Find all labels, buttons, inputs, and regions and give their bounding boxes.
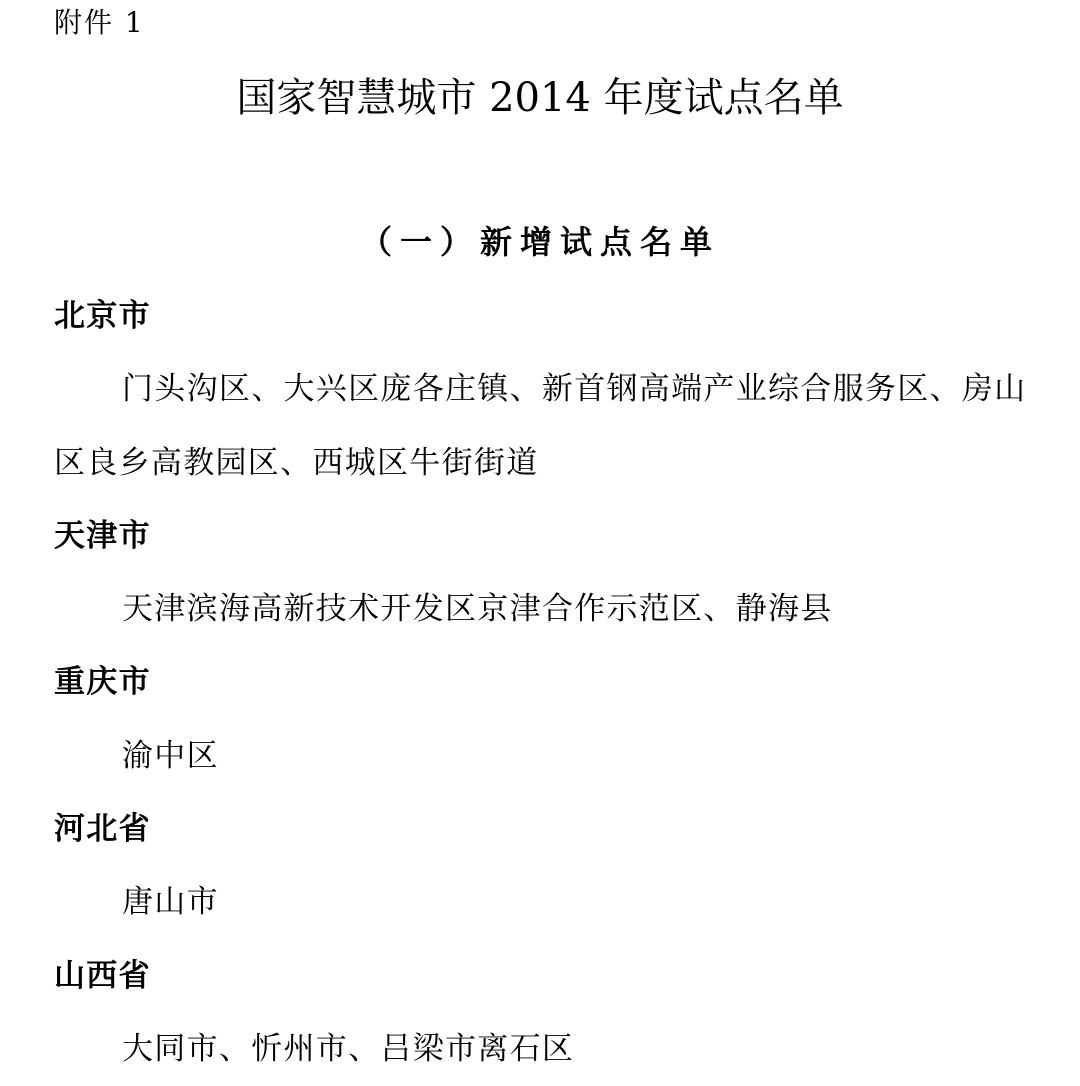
province-section — [54, 940, 1034, 1086]
province-items: 门头沟区、大兴区庞各庄镇、新首钢高端产业综合服务区、房山区良乡高教园区、西城区牛街街道 — [54, 371, 1027, 481]
province-heading: 天津市 — [54, 517, 151, 554]
province-heading: 山西省 — [54, 957, 151, 994]
province-section — [54, 646, 1034, 793]
province-heading: 重庆市 — [54, 664, 151, 701]
attachment-label: 附件 1 — [54, 6, 145, 39]
document-title: 国家智慧城市 2014 年度试点名单 — [236, 75, 844, 121]
province-items: 天津滨海高新技术开发区京津合作示范区、静海县 — [122, 591, 833, 628]
province-section — [54, 280, 1034, 500]
province-items: 唐山市 — [122, 884, 219, 921]
province-items: 大同市、忻州市、吕梁市离石区 — [122, 1030, 575, 1067]
section-title: （一）新增试点名单 — [359, 223, 720, 261]
province-items: 渝中区 — [122, 737, 219, 774]
pilot-list — [54, 280, 1034, 1086]
province-heading: 北京市 — [54, 298, 151, 334]
province-section — [54, 793, 1034, 940]
province-section — [54, 500, 1034, 647]
province-heading: 河北省 — [54, 811, 151, 848]
